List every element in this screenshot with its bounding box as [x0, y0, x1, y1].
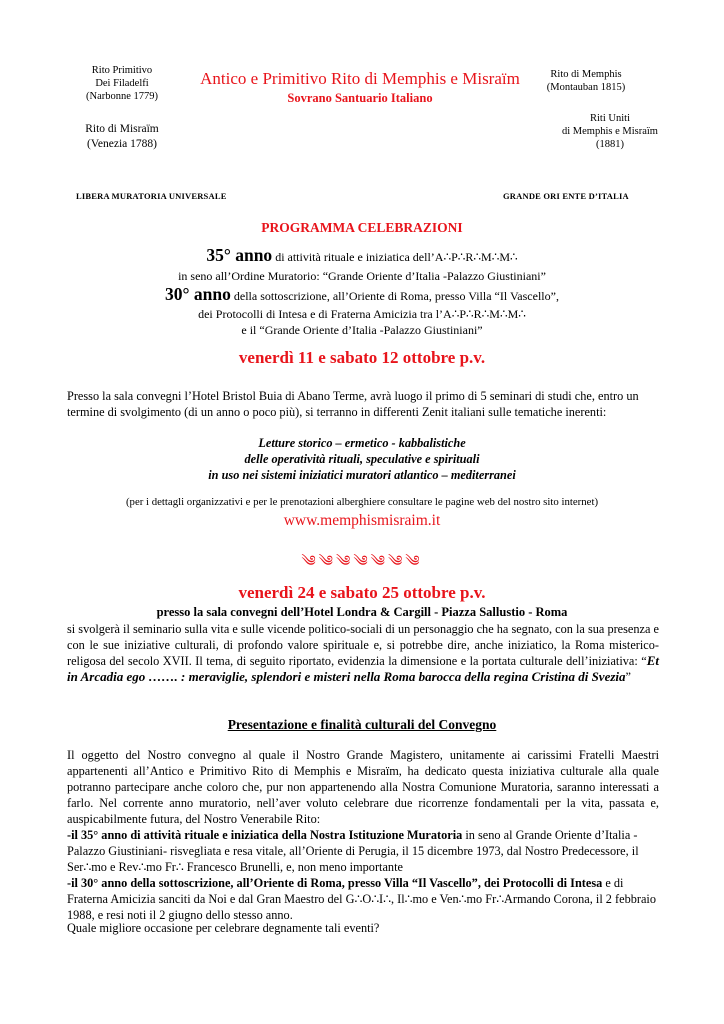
event1-date: venerdì 11 e sabato 12 ottobre p.v. — [238, 348, 486, 367]
website-link[interactable]: www.memphismisraim.it — [283, 512, 441, 529]
rite-line: di Memphis e Misraïm — [562, 126, 658, 137]
rite-line: (1881) — [596, 139, 624, 150]
event2-venue: presso la sala convegni dell’Hotel Londra & Cargill - Piazza Sallustio - Roma — [156, 605, 568, 619]
riti-uniti-block — [545, 112, 675, 151]
anniversary-30-text: della sottoscrizione, all’Oriente di Roma, presso Villa “Il Vascello”, — [230, 289, 559, 303]
website-wrapper — [0, 512, 724, 530]
rite-line: Dei Filadelfi — [95, 78, 149, 89]
rite-line: Rito di Memphis — [550, 69, 622, 80]
event2-text-block — [67, 621, 659, 685]
rite-misraim-block — [62, 122, 182, 152]
presentation-paragraph: Il oggetto del Nostro convegno al quale il Nostro Grande Magistero, unitamente ai carissimi Fratelli Maestri appartenenti all’Antico e Primitivo Rito di Memphis e Misraïm, ha dedicato questa iniziativa culturale alla quale potranno partecipare anche coloro che, pur non appartenendo alla Nostra Comunione Muratoria, saranno interessati a farlo. Nel corrente anno muratorio, nell’aver voluto celebrare due ricorrenze fondamentali per la vita, passata e, auspicabilmente futura, del Nostro Venerabile Rito: — [67, 748, 659, 826]
grande-oriente-caption: GRANDE ORI ENTE D’ITALIA — [503, 191, 629, 201]
event2-text: si svolgerà il seminario sulla vita e sulle vicende politico-sociali di un personaggio che ha segnato, con la sua presenza e con le sue iniziative culturali, di profondo valore spirituale e, si potrebbe dire, anche iniziatico, la Roma misterico-religosa del secolo XVII. Il tema, di seguito riportato, evidenzia la dimensione e la portata culturale dell’iniziativa: “ — [67, 622, 659, 668]
presentation-heading: Presentazione e finalità culturali del Convegno — [227, 717, 497, 732]
main-title: Antico e Primitivo Rito di Memphis e Misraïm — [200, 69, 520, 88]
main-subtitle: Sovrano Santuario Italiano — [287, 91, 433, 105]
item-35-bold: -il 35° anno di attività rituale e iniziatica della Nostra Istituzione Muratoria — [67, 828, 463, 842]
anniversary-35-line2: in seno all’Ordine Muratorio: “Grande Oriente d’Italia -Palazzo Giustiniani” — [178, 269, 546, 283]
presentation-closing: Quale migliore occasione per celebrare degnamente tali eventi? — [67, 921, 380, 935]
rite-line: (Venezia 1788) — [87, 138, 157, 150]
libera-muratoria-caption: LIBERA MURATORIA UNIVERSALE — [76, 191, 227, 201]
event2-date: venerdì 24 e sabato 25 ottobre p.v. — [238, 583, 486, 602]
presentation-item-35 — [67, 827, 659, 875]
anniversary-30-label: 30° anno — [165, 284, 231, 304]
event1-theme-line2: delle operatività rituali, speculative e spirituali — [244, 452, 480, 466]
anniversary-30-line2: dei Protocolli di Intesa e di Fraterna Amicizia tra l’A∴P∴R∴M∴M∴ — [198, 307, 526, 321]
event2-theme-close: ” — [625, 670, 631, 684]
event1-text: Presso la sala convegni l’Hotel Bristol Buia di Abano Terme, avrà luogo il primo di 5 seminari di studi che, entro un termine di svolgimento (di un anno o poco più), si terranno in differenti Zenit italiani sulle tematiche inerenti: — [67, 389, 639, 419]
anniversary-30-line — [0, 286, 724, 304]
rite-line: (Montauban 1815) — [546, 82, 626, 93]
anniversary-35-label: 35° anno — [206, 245, 273, 265]
rite-primitivo-block — [62, 64, 182, 103]
ornament-divider: ༄༄༄༄༄༄༄ — [301, 554, 423, 570]
event1-theme-line1: Letture storico – ermetico - kabbalistiche — [258, 436, 466, 450]
item-35-text: in seno al Grande Oriente d’Italia -Palazzo Giustiniani- risvegliata e resa vitale, all’Oriente di Perugia, il 15 dicembre 1973, dal Nostro Predecessore, il Ser∴mo e Rev∴mo Fr∴ Francesco Brunelli, e, non meno importante — [67, 828, 639, 874]
anniversary-35-text: di attività rituale e iniziatica dell’A∴P∴R∴M∴M∴ — [272, 250, 518, 264]
event1-note: (per i dettagli organizzativi e per le prenotazioni alberghiere consultare le pagine web del nostro sito internet) — [125, 496, 599, 508]
rite-line: (Narbonne 1779) — [85, 91, 159, 102]
item-30-text: e di Fraterna Amicizia sanciti da Noi e dal Gran Maestro del G∴O∴I∴, Il∴mo e Ven∴mo Fr∴Armando Corona, il 2 febbraio 1988, e resi noti il 2 giugno dello stesso anno. — [67, 876, 656, 922]
rite-line: Riti Uniti — [590, 113, 630, 124]
presentation-item-30 — [67, 875, 659, 923]
programma-heading: PROGRAMMA CELEBRAZIONI — [261, 220, 463, 235]
rite-line: Rito di Misraïm — [85, 123, 159, 135]
item-30-bold: -il 30° anno della sottoscrizione, all’Oriente di Roma, presso Villa “Il Vascello”, dei Protocolli di Intesa — [67, 876, 603, 890]
anniversary-30-line3: e il “Grande Oriente d’Italia -Palazzo Giustiniani” — [241, 323, 483, 337]
event1-theme-line3: in uso nei sistemi iniziatici muratori atlantico – mediterranei — [208, 468, 516, 482]
anniversary-35-line — [0, 247, 724, 265]
event2-theme: Et in Arcadia ego ……. : meraviglie, splendori e misteri nella Roma barocca della regina Cristina di Svezia — [67, 653, 659, 684]
rite-line: Rito Primitivo — [91, 65, 153, 76]
rite-memphis-block — [521, 68, 651, 94]
